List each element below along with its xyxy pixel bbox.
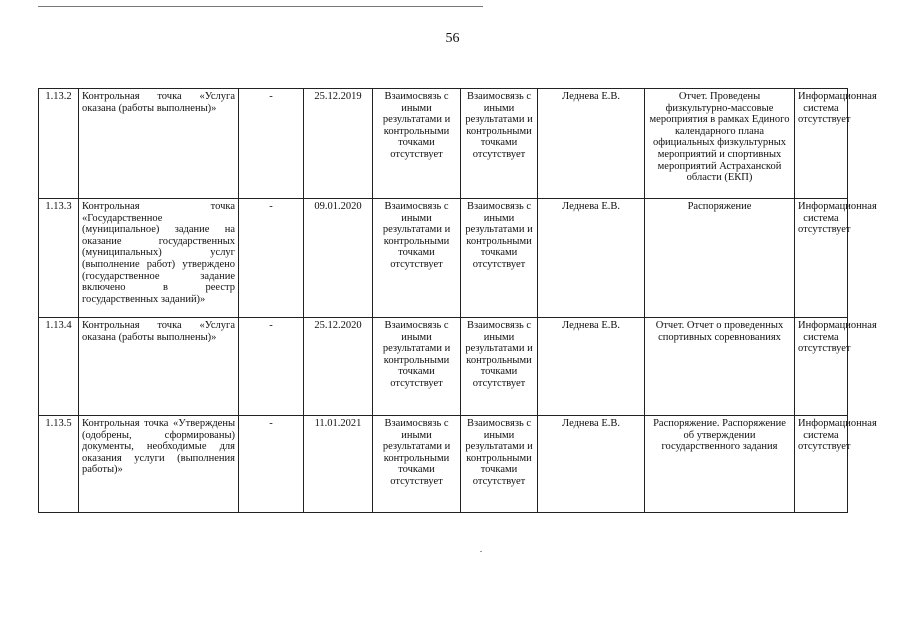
scan-speck xyxy=(480,551,482,552)
date-cell: 09.01.2020 xyxy=(304,199,373,318)
responsible-cell: Леднева Е.В. xyxy=(538,318,645,416)
table-row xyxy=(39,318,848,416)
row-number: 1.13.5 xyxy=(39,416,79,513)
row-number: 1.13.2 xyxy=(39,89,79,199)
info-system-cell: Информационная система отсутствует xyxy=(795,199,848,318)
control-point-name: Контрольная точка «Государственное (муниципальное) задание на оказание государственных (муниципальных) услуг (выполнение работ) утверждено (государственное задание включено в реестр государственных заданий)» xyxy=(79,199,239,318)
dash-cell: - xyxy=(239,318,304,416)
table-row xyxy=(39,416,848,513)
dash-cell: - xyxy=(239,89,304,199)
link-prev-cell: Взаимосвязь с иными результатами и контрольными точками отсутствует xyxy=(373,416,461,513)
document-cell: Распоряжение xyxy=(645,199,795,318)
row-number: 1.13.4 xyxy=(39,318,79,416)
table-row xyxy=(39,199,848,318)
control-point-name: Контрольная точка «Услуга оказана (работы выполнены)» xyxy=(79,318,239,416)
document-cell: Отчет. Отчет о проведенных спортивных соревнованиях xyxy=(645,318,795,416)
control-point-name: Контрольная точка «Услуга оказана (работы выполнены)» xyxy=(79,89,239,199)
link-prev-cell: Взаимосвязь с иными результатами и контрольными точками отсутствует xyxy=(373,89,461,199)
date-cell: 25.12.2019 xyxy=(304,89,373,199)
page-number: 56 xyxy=(445,31,460,46)
link-next-cell: Взаимосвязь с иными результатами и контрольными точками отсутствует xyxy=(461,199,538,318)
control-points-table xyxy=(38,88,877,513)
control-point-name: Контрольная точка «Утверждены (одобрены, сформированы) документы, необходимые для оказания услуги (выполнения работы)» xyxy=(79,416,239,513)
document-cell: Распоряжение. Распоряжение об утверждении государственного задания xyxy=(645,416,795,513)
link-prev-cell: Взаимосвязь с иными результатами и контрольными точками отсутствует xyxy=(373,199,461,318)
link-prev-cell: Взаимосвязь с иными результатами и контрольными точками отсутствует xyxy=(373,318,461,416)
responsible-cell: Леднева Е.В. xyxy=(538,89,645,199)
link-next-cell: Взаимосвязь с иными результатами и контрольными точками отсутствует xyxy=(461,416,538,513)
date-cell: 11.01.2021 xyxy=(304,416,373,513)
link-next-cell: Взаимосвязь с иными результатами и контрольными точками отсутствует xyxy=(461,89,538,199)
responsible-cell: Леднева Е.В. xyxy=(538,416,645,513)
link-next-cell: Взаимосвязь с иными результатами и контрольными точками отсутствует xyxy=(461,318,538,416)
table-row xyxy=(39,89,848,199)
document-cell: Отчет. Проведены физкультурно-массовые мероприятия в рамках Единого календарного плана официальных физкультурных мероприятий и спортивных мероприятий Астраханской области (ЕКП) xyxy=(645,89,795,199)
info-system-cell: Информационная система отсутствует xyxy=(795,416,848,513)
top-rule xyxy=(38,6,483,7)
date-cell: 25.12.2020 xyxy=(304,318,373,416)
info-system-cell: Информационная система отсутствует xyxy=(795,318,848,416)
dash-cell: - xyxy=(239,416,304,513)
responsible-cell: Леднева Е.В. xyxy=(538,199,645,318)
info-system-cell: Информационная система отсутствует xyxy=(795,89,848,199)
dash-cell: - xyxy=(239,199,304,318)
row-number: 1.13.3 xyxy=(39,199,79,318)
